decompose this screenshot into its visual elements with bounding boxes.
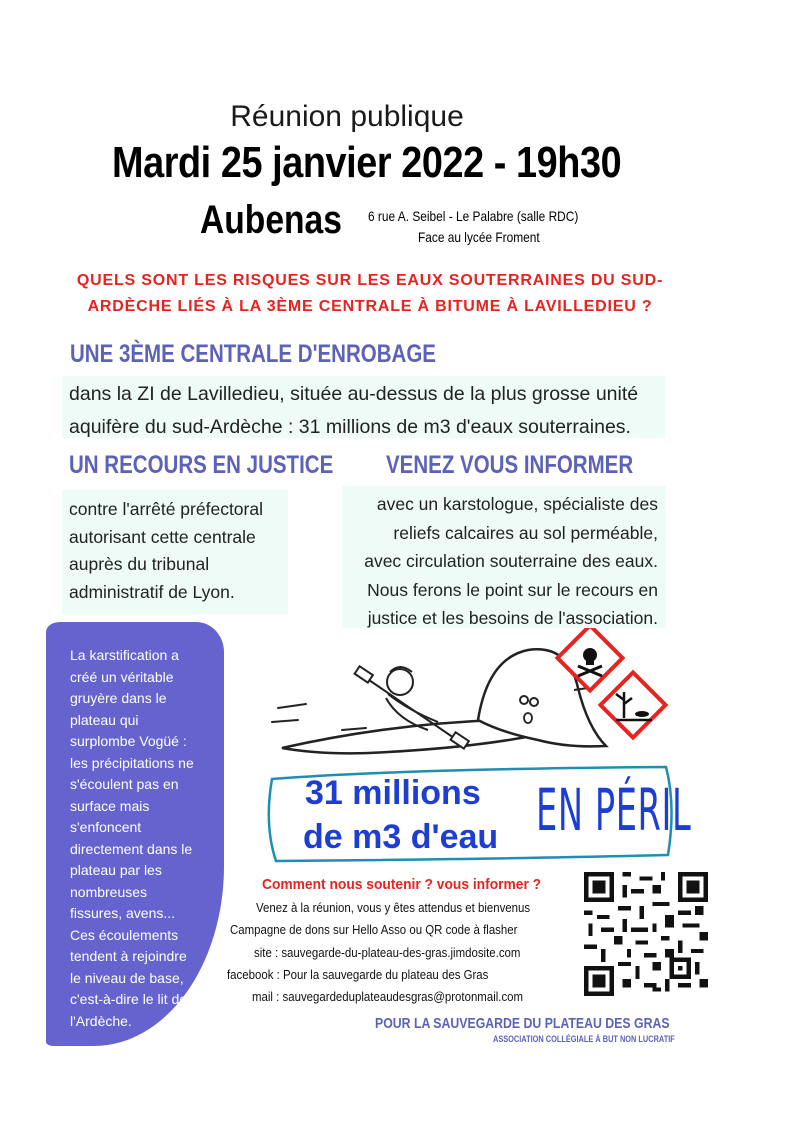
support-line-facebook[interactable]: facebook : Pour la sauvegarde du plateau des Gras — [227, 967, 489, 982]
centrale-line-2: aquifère du sud-Ardèche : 31 millions de m3 d'eaux souterraines. — [69, 416, 631, 438]
heading-centrale: UNE 3ÈME CENTRALE D'ENROBAGE — [70, 340, 436, 368]
centrale-line-1: dans la ZI de Lavilledieu, située au-dessus de la plus grosse unité — [69, 383, 639, 405]
banner-line-2: de m3 d'eau — [303, 818, 499, 856]
address-line-1: 6 rue A. Seibel - Le Palabre (salle RDC) — [368, 208, 579, 224]
heading-recours: UN RECOURS EN JUSTICE — [69, 451, 334, 479]
event-kicker: Réunion publique — [230, 100, 464, 133]
support-line-mail[interactable]: mail : sauvegardeduplateaudesgras@protonmail.com — [252, 989, 524, 1004]
footer-org-sub: ASSOCIATION COLLÉGIALE À BUT NON LUCRATIF — [493, 1034, 675, 1044]
support-line-site[interactable]: site : sauvegarde-du-plateau-des-gras.jimdosite.com — [254, 945, 521, 960]
heading-informer: VENEZ VOUS INFORMER — [386, 451, 634, 479]
risk-question: QUELS SONT LES RISQUES SUR LES EAUX SOUTERRAINES DU SUD-ARDÈCHE LIÉS À LA 3ÈME CENTRALE À BITUME À LAVILLEDIEU ? — [76, 272, 664, 315]
address-line-2: Face au lycée Froment — [418, 229, 540, 245]
event-date: Mardi 25 janvier 2022 - 19h30 — [112, 138, 622, 187]
support-line-donation: Campagne de dons sur Hello Asso ou QR code à flasher — [230, 922, 518, 937]
kayak-wave-illustration — [238, 628, 698, 778]
support-line-meeting: Venez à la réunion, vous y êtes attendus et bienvenus — [256, 900, 531, 915]
event-city: Aubenas — [200, 198, 342, 242]
footer-org: POUR LA SAUVEGARDE DU PLATEAU DES GRAS — [375, 1015, 670, 1032]
support-title: Comment nous soutenir ? vous informer ? — [262, 876, 542, 893]
banner-line-1: 31 millions — [305, 774, 481, 812]
karst-sidebar — [46, 622, 224, 1046]
recours-text: contre l'arrêté préfectoral autorisant cette centrale auprès du tribunal administratif de Lyon. — [69, 499, 263, 602]
centrale-box — [62, 376, 665, 438]
karst-text: La karstification a créé un véritable gruyère dans le plateau qui surplombe Vogüé : les précipitations ne s'écoulent pas en surface mais s'enfoncent directement dans le plateau par les nombreuses fissures, avens... Ces écoulements tendent à rejoindre le niveau de base, c'est-à-dire le lit de l'Ardèche. — [70, 647, 194, 1029]
banner-peril: EN PÉRIL — [536, 776, 692, 844]
qr-code[interactable] — [584, 872, 708, 996]
environment-hazard-icon — [600, 672, 665, 737]
recours-box — [62, 490, 288, 614]
informer-box — [342, 486, 666, 628]
informer-text: avec un karstologue, spécialiste des reliefs calcaires au sol perméable, avec circulation souterraine des eaux. Nous ferons le point sur le recours en justice et les besoins de l'association. — [364, 494, 658, 628]
